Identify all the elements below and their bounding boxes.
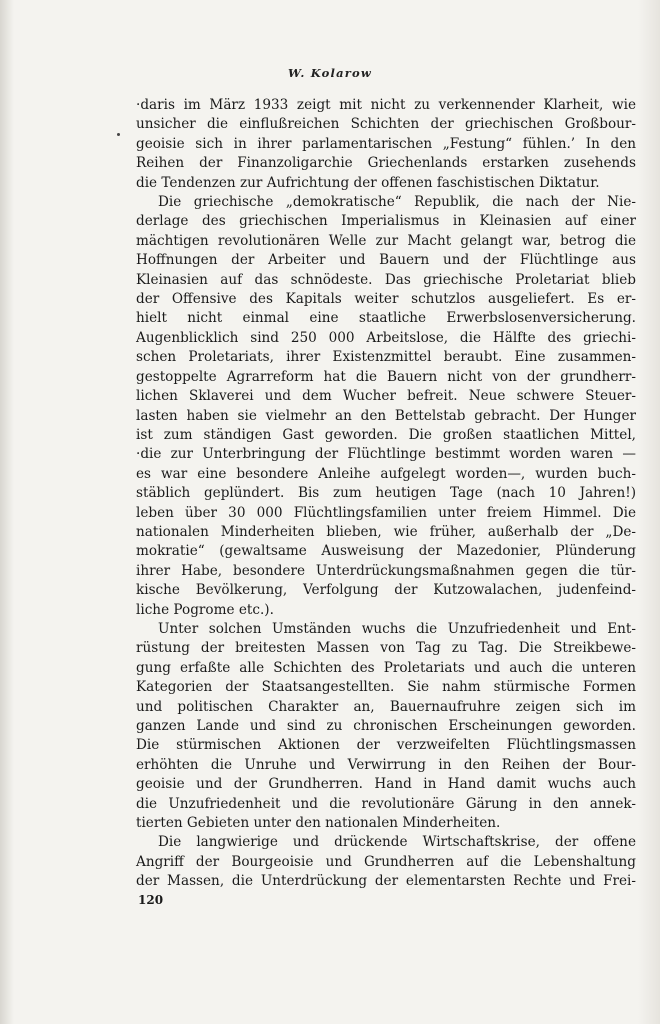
text-line: gung erfaßte alle Schichten des Proletariats und auch die unteren (136, 659, 636, 676)
text-line: erhöhten die Unruhe und Verwirrung in den Reihen der Bour- (136, 756, 636, 773)
text-line: Augenblicklich sind 250 000 Arbeitslose, die Hälfte des griechi- (136, 329, 636, 346)
text-line: Hoffnungen der Arbeiter und Bauern und der Flüchtlinge aus (136, 252, 636, 269)
text-line: rüstung der breitesten Massen von Tag zu Tag. Die Streikbewe- (136, 640, 636, 657)
text-line: es war eine besondere Anleihe aufgelegt worden—, wurden buch- (136, 465, 636, 482)
text-line: lichen Sklaverei und dem Wucher befreit. Neue schwere Steuer- (136, 388, 636, 405)
text-line: Angriff der Bourgeoisie und Grundherren auf die Lebenshaltung (136, 853, 636, 870)
text-line: die Unzufriedenheit und die revolutionäre Gärung in den annek- (136, 795, 636, 812)
text-line: ist zum ständigen Gast geworden. Die großen staatlichen Mittel, (136, 426, 636, 443)
text-line: mächtigen revolutionären Welle zur Macht gelangt war, betrog die (136, 232, 636, 249)
text-line: schen Proletariats, ihrer Existenzmittel beraubt. Eine zusammen- (136, 349, 636, 366)
text-line: mokratie“ (gewaltsame Ausweisung der Mazedonier, Plünderung (136, 543, 636, 560)
text-line: gestoppelte Agrarreform hat die Bauern nicht von der grundherr- (136, 368, 636, 385)
text-line: Die langwierige und drückende Wirtschaftskrise, der offene (158, 834, 636, 851)
margin-mark (117, 133, 120, 136)
text-line: der Offensive des Kapitals weiter schutzlos ausgeliefert. Es er- (136, 291, 636, 308)
text-line: ganzen Lande und sind zu chronischen Erscheinungen geworden. (136, 718, 636, 734)
body-text (136, 96, 636, 892)
text-line: lasten haben sie vielmehr an den Bettelstab gebracht. Der Hunger (136, 407, 636, 424)
page-number: 120 (138, 893, 164, 907)
text-line: kische Bevölkerung, Verfolgung der Kutzowalachen, judenfeind- (136, 582, 636, 599)
text-line: geoisie sich in ihrer parlamentarischen „Festung“ fühlen.’ In den (136, 135, 636, 152)
text-line: Reihen der Finanzoligarchie Griechenlands erstarken zusehends (136, 155, 636, 172)
text-line: nationalen Minderheiten blieben, wie früher, außerhalb der „De- (136, 523, 636, 540)
text-line: Die stürmischen Aktionen der verzweifelten Flüchtlingsmassen (136, 737, 636, 754)
text-line: Unter solchen Umständen wuchs die Unzufriedenheit und Ent- (158, 620, 636, 637)
text-line: derlage des griechischen Imperialismus in Kleinasien auf einer (136, 213, 636, 230)
text-line: Kleinasien auf das schnödeste. Das griechische Proletariat blieb (136, 271, 636, 288)
text-line: geoisie und der Grundherren. Hand in Hand damit wuchs auch (136, 776, 636, 793)
text-line: ·daris im März 1933 zeigt mit nicht zu verkennender Klarheit, wie (136, 97, 636, 113)
text-line: Kategorien der Staatsangestellten. Sie nahm stürmische Formen (136, 679, 636, 696)
text-line: liche Pogrome etc.). (136, 601, 274, 618)
text-line: ·die zur Unterbringung der Flüchtlinge bestimmt worden waren — (136, 446, 636, 463)
text-line: die Tendenzen zur Aufrichtung der offenen faschistischen Diktatur. (136, 174, 600, 191)
page-edge-shadow (638, 0, 660, 1024)
text-line: und politischen Charakter an, Bauernaufruhre zeigen sich im (136, 698, 636, 715)
text-line: Die griechische „demokratische“ Republik, die nach der Nie- (158, 194, 636, 211)
text-line: tierten Gebieten unter den nationalen Minderheiten. (136, 815, 501, 832)
text-line: der Massen, die Unterdrückung der elementarsten Rechte und Frei- (136, 873, 636, 890)
running-header: W. Kolarow (288, 66, 372, 80)
text-line: leben über 30 000 Flüchtlingsfamilien unter freiem Himmel. Die (136, 504, 636, 521)
page-gutter-shadow (0, 0, 14, 1024)
text-line: ihrer Habe, besondere Unterdrückungsmaßnahmen gegen die tür- (136, 562, 636, 579)
text-line: hielt nicht einmal eine staatliche Erwerbslosenversicherung. (136, 310, 636, 327)
text-line: unsicher die einflußreichen Schichten der griechischen Großbour- (136, 116, 636, 133)
text-line: stäblich geplündert. Bis zum heutigen Tage (nach 10 Jahren!) (136, 485, 636, 502)
